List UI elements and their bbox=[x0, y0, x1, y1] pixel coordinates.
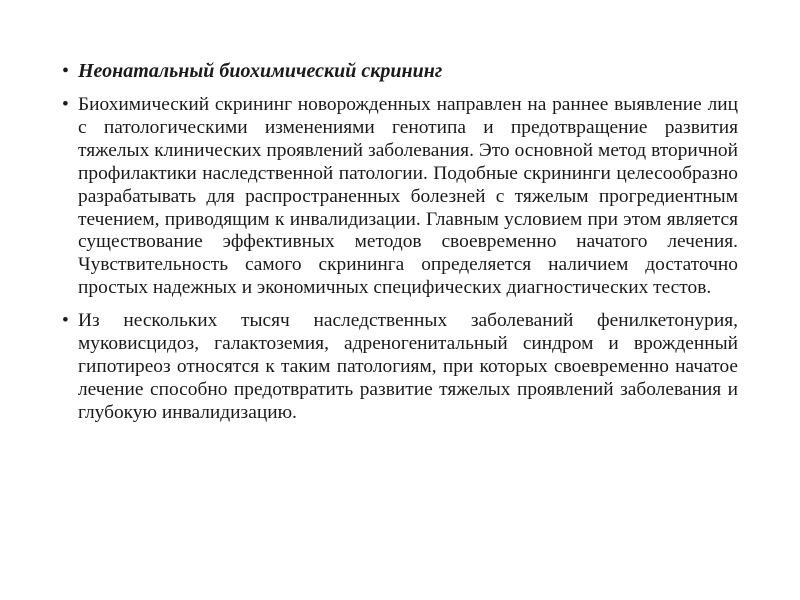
paragraph-text: Биохимический скрининг новорожденных направлен на раннее выявление лиц с патологическими изменениями генотипа и предотвращение развития тяжелых клинических проявлений заболевания. Это основной метод вторичной профилактики наследственной патологии. Подобные скрининги целесообразно разрабатывать для распространенных болезней с тяжелым прогредиентным течением, приводящим к инвалидизации. Главным условием при этом является существование эффективных методов своевременно начатого лечения. Чувствительность самого скрининга определяется наличием достаточно простых надежных и экономичных специфических диагностических тестов. bbox=[78, 94, 738, 299]
bullet-icon: • bbox=[62, 310, 69, 332]
paragraph-text: Из нескольких тысяч наследственных заболеваний фенилкетонурия, муковисцидоз, галактоземия, адреногенитальный синдром и врожденный гипотиреоз относятся к таким патологиям, при которых своевременно начатое лечение способно предотвратить развитие тяжелых проявлений заболевания и глубокую инвалидизацию. bbox=[78, 310, 738, 423]
slide-title: Неонатальный биохимический скрининг bbox=[78, 60, 443, 82]
slide-content bbox=[62, 58, 738, 435]
paragraph-diseases bbox=[62, 310, 738, 425]
paragraph-screening-purpose bbox=[62, 94, 738, 300]
bullet-icon: • bbox=[62, 94, 69, 115]
bullet-icon: • bbox=[62, 60, 70, 82]
slide-title-item bbox=[62, 58, 738, 84]
